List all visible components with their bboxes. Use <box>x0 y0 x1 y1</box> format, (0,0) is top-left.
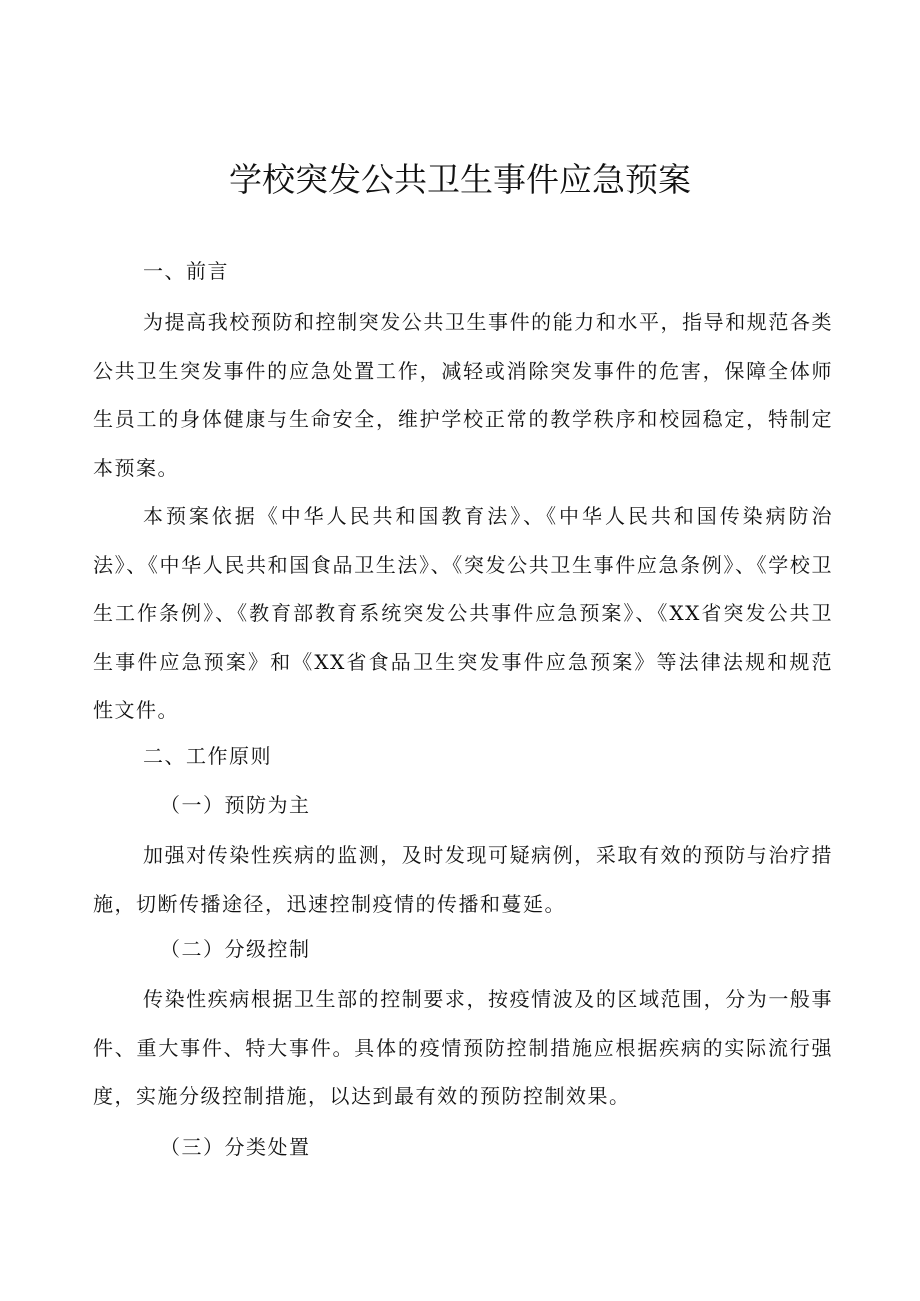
paragraph-preface-basis: 本预案依据《中华人民共和国教育法》、《中华人民共和国传染病防治法》、《中华人民共和国食品卫生法》、《突发公共卫生事件应急条例》、《学校卫生工作条例》、《教育部教育系统突发公共事件应急预案》、《XX省突发公共卫生事件应急预案》和《XX省食品卫生突发事件应急预案》等法律法规和规范性文件。 <box>93 504 833 722</box>
paragraph-preface-purpose: 为提高我校预防和控制突发公共卫生事件的能力和水平，指导和规范各类公共卫生突发事件的应急处置工作，减轻或消除突发事件的危害，保障全体师生员工的身体健康与生命安全，维护学校正常的教学秩序和校园稳定，特制定本预案。 <box>93 310 833 480</box>
paragraph-prevention: 加强对传染性疾病的监测，及时发现可疑病例，采取有效的预防与治疗措施，切断传播途径，迅速控制疫情的传播和蔓延。 <box>93 843 833 916</box>
subsection-heading-prevention: （一）预防为主 <box>160 793 311 817</box>
section-heading-principles: 二、工作原则 <box>143 744 272 768</box>
paragraph-graded-control: 传染性疾病根据卫生部的控制要求，按疫情波及的区域范围，分为一般事件、重大事件、特大事件。具体的疫情预防控制措施应根据疾病的实际流行强度，实施分级控制措施，以达到最有效的预防控制效果。 <box>93 987 833 1108</box>
page-title: 学校突发公共卫生事件应急预案 <box>229 160 691 199</box>
subsection-heading-classified-handling: （三）分类处置 <box>160 1135 311 1159</box>
subsection-heading-graded-control: （二）分级控制 <box>160 937 311 961</box>
section-heading-preface: 一、前言 <box>143 259 229 283</box>
